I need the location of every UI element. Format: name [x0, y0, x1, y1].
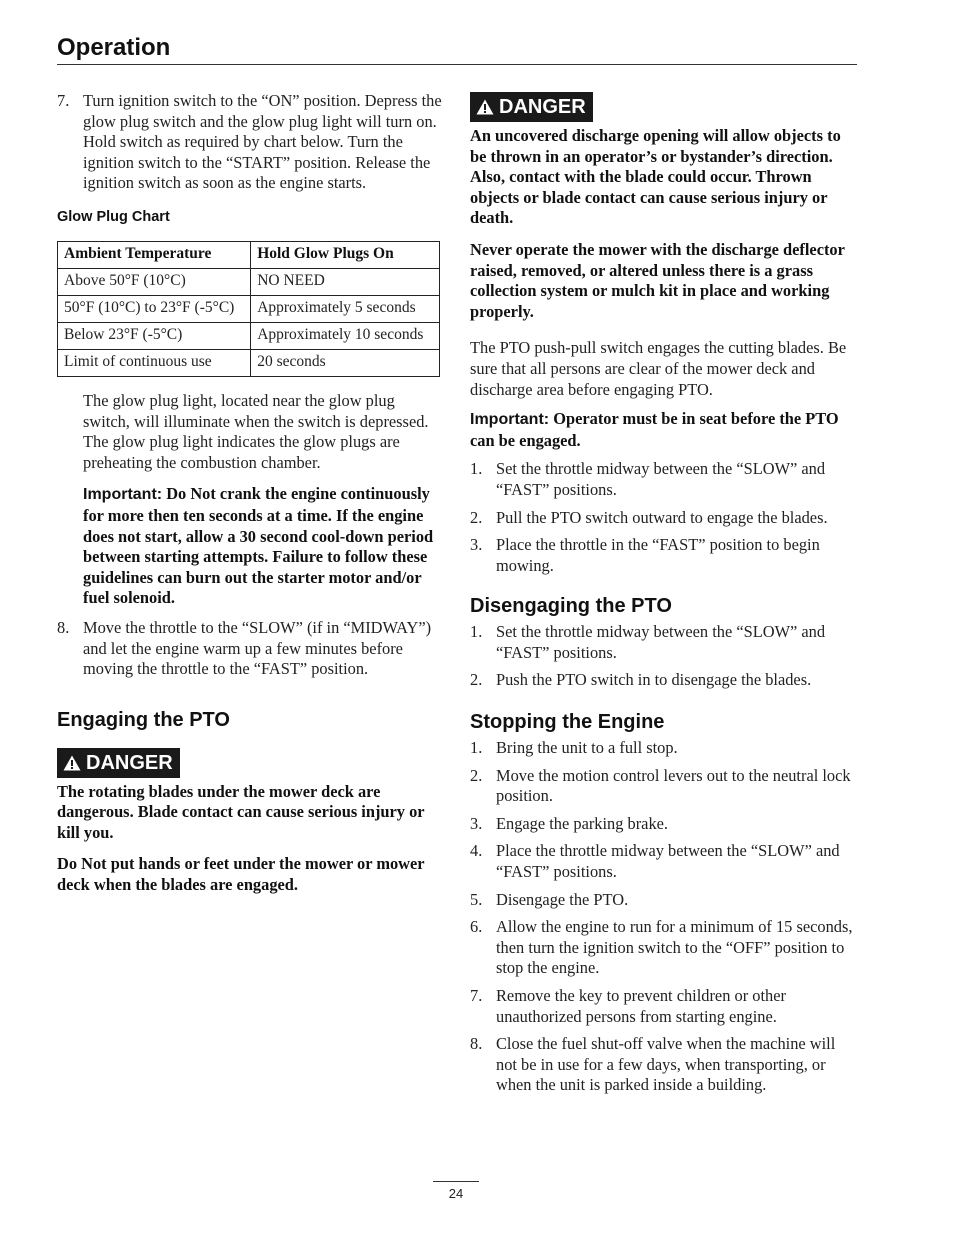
warning-triangle-icon: [63, 755, 81, 771]
important-label: Important:: [470, 411, 550, 429]
step-number: 8.: [470, 1034, 483, 1054]
step-number: 3.: [470, 535, 483, 555]
step-number: 5.: [470, 889, 483, 909]
table-row: [58, 268, 440, 295]
step-number: 4.: [470, 841, 483, 861]
table-header-row: [58, 241, 440, 268]
section-heading-engaging: Engaging the PTO: [57, 708, 230, 731]
step-number: 2.: [470, 670, 483, 690]
important-note: [470, 409, 858, 451]
engage-steps-list: [470, 459, 858, 576]
table-cell: Approximately 10 seconds: [251, 322, 440, 349]
list-item: [470, 738, 858, 759]
list-item: [470, 622, 858, 663]
important-text: Do Not crank the engine continuously for more then ten seconds at a time. If the engine does not start, allow a 30 second cool-down period between starting attempts. Failure to follow these guidelines can burn out the starter motor and/or fuel solenoid.: [83, 484, 434, 608]
danger-text: Never operate the mower with the discharge deflector raised, removed, or altered unless there is a grass collection system or mulch kit in place and working properly.: [470, 239, 845, 321]
list-item: [470, 535, 858, 576]
list-item: [470, 814, 858, 835]
table-row: [58, 295, 440, 322]
right-column: [470, 91, 858, 1103]
danger-text: An uncovered discharge opening will allow objects to be thrown in an operator’s or bystander’s direction. Also, contact with the blade could occur. Thrown objects or blade contact can cause serious injury or death.: [470, 126, 841, 228]
step-text: Remove the key to prevent children or other unauthorized persons from starting engine.: [496, 986, 786, 1026]
list-item: [470, 986, 858, 1027]
list-item: [470, 459, 858, 500]
list-item: [470, 917, 858, 979]
step-text: Set the throttle midway between the “SLOW” and “FAST” positions.: [496, 459, 826, 499]
page-title: Operation: [57, 34, 171, 61]
step-text: Engage the parking brake.: [496, 813, 669, 833]
step-text: Place the throttle midway between the “SLOW” and “FAST” positions.: [496, 841, 840, 882]
column-header: Hold Glow Plugs On: [251, 241, 440, 268]
column-header: Ambient Temperature: [58, 241, 251, 268]
step-number: 6.: [470, 917, 483, 937]
step-number: 3.: [470, 813, 483, 833]
danger-badge: [470, 92, 593, 122]
table-cell: Above 50°F (10°C): [58, 268, 251, 295]
step-text: Move the throttle to the “SLOW” (if in “MIDWAY”) and let the engine warm up a few minutes before moving the throttle to the “FAST” position.: [83, 617, 432, 679]
important-note: [57, 484, 445, 609]
step-number: 2.: [470, 507, 483, 527]
section-heading-stopping: Stopping the Engine: [470, 711, 665, 734]
list-item: [470, 766, 858, 807]
step-number: 1.: [470, 459, 483, 479]
danger-text: The rotating blades under the mower deck are dangerous. Blade contact can cause serious injury or kill you.: [57, 781, 425, 842]
table-cell: Below 23°F (-5°C): [58, 322, 251, 349]
step-text: Disengage the PTO.: [496, 889, 629, 909]
danger-label: DANGER: [86, 751, 173, 774]
step-text: Set the throttle midway between the “SLOW” and “FAST” positions.: [496, 622, 826, 662]
danger-badge: [57, 748, 180, 778]
step-text: Close the fuel shut-off valve when the machine will not be in use for a few days, when transporting, or when the unit is parked inside a building.: [496, 1034, 836, 1095]
danger-label: DANGER: [499, 96, 586, 118]
step-text: Push the PTO switch in to disengage the blades.: [496, 670, 812, 690]
step-number: 1.: [470, 622, 483, 642]
step-number: 1.: [470, 738, 483, 758]
list-item: [470, 890, 858, 911]
list-item: [470, 841, 858, 882]
header-divider: [57, 64, 857, 65]
table-cell: Limit of continuous use: [58, 349, 251, 376]
step-8: [57, 618, 445, 680]
important-label: Important:: [83, 486, 163, 504]
list-item: [470, 670, 858, 691]
important-text: Operator must be in seat before the PTO can be engaged.: [470, 409, 839, 450]
glow-plug-chart-title: Glow Plug Chart: [57, 208, 170, 225]
step-text: Pull the PTO switch outward to engage the blades.: [496, 507, 828, 527]
glow-light-paragraph: The glow plug light, located near the glow plug switch, will illuminate when the switch is depressed. The glow plug light indicates the glow plugs are preheating the combustion chamber.: [83, 390, 429, 472]
left-column: [57, 91, 445, 896]
page-number: 24: [433, 1181, 479, 1203]
disengage-steps-list: [470, 622, 858, 691]
table-row: [58, 349, 440, 376]
table-cell: Approximately 5 seconds: [251, 295, 440, 322]
glow-plug-table: [57, 241, 440, 377]
step-number: 7.: [57, 91, 70, 110]
step-text: Turn ignition switch to the “ON” position. Depress the glow plug switch and the glow plug light will turn on. Hold switch as required by chart below. Turn the ignition switch to the “START” position. Release the ignition switch as soon as the engine starts.: [83, 91, 442, 193]
danger-text: Do Not put hands or feet under the mower or mower deck when the blades are engaged.: [57, 854, 425, 895]
list-item: [470, 1034, 858, 1096]
step-text: Place the throttle in the “FAST” position to begin mowing.: [496, 535, 820, 575]
table-cell: 20 seconds: [251, 349, 440, 376]
pto-paragraph: The PTO push-pull switch engages the cutting blades. Be sure that all persons are clear of the mower deck and discharge area before engaging PTO.: [470, 338, 847, 399]
list-item: [470, 508, 858, 529]
step-number: 7.: [470, 986, 483, 1005]
step-text: Allow the engine to run for a minimum of 15 seconds, then turn the ignition switch to the “OFF” position to stop the engine.: [496, 917, 853, 978]
step-text: Move the motion control levers out to the neutral lock position.: [496, 765, 851, 806]
step-7: [57, 91, 445, 194]
table-cell: 50°F (10°C) to 23°F (-5°C): [58, 295, 251, 322]
step-text: Bring the unit to a full stop.: [496, 738, 678, 758]
table-row: [58, 322, 440, 349]
warning-triangle-icon: [476, 99, 494, 115]
table-cell: NO NEED: [251, 268, 440, 295]
stop-steps-list: [470, 738, 858, 1096]
step-number: 8.: [57, 617, 70, 637]
step-number: 2.: [470, 765, 483, 785]
section-heading-disengaging: Disengaging the PTO: [470, 595, 672, 618]
